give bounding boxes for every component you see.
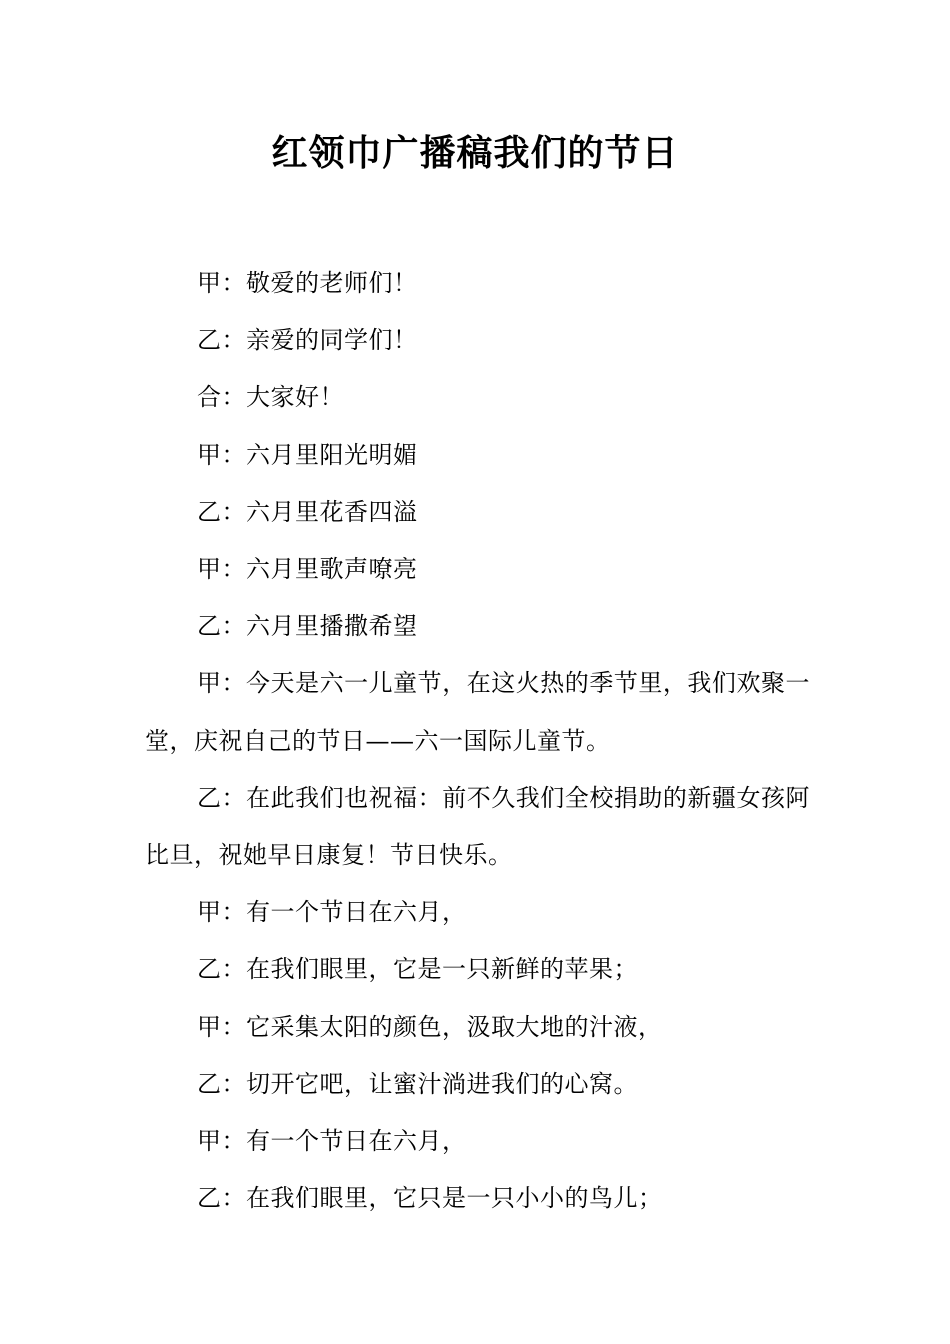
paragraph: 乙：在我们眼里，它只是一只小小的鸟儿； [197, 1184, 663, 1213]
paragraph: 乙：在此我们也祝福：前不久我们全校捐助的新疆女孩阿比旦，祝她早日康复！节日快乐。 [145, 783, 810, 870]
paragraph: 乙：六月里花香四溢 [197, 497, 418, 526]
paragraph: 乙：在我们眼里，它是一只新鲜的苹果； [197, 955, 638, 984]
paragraph: 乙：切开它吧，让蜜汁淌进我们的心窝。 [197, 1069, 638, 1098]
paragraph: 甲：六月里阳光明媚 [197, 440, 418, 469]
paragraph: 合：大家好！ [197, 383, 344, 412]
paragraph: 甲：敬爱的老师们！ [197, 269, 418, 297]
paragraph: 甲：有一个节日在六月， [197, 898, 467, 927]
paragraph: 甲：它采集太阳的颜色，汲取大地的汁液， [197, 1012, 663, 1041]
paragraph: 乙：六月里播撒希望 [197, 612, 418, 641]
paragraph: 甲：六月里歌声嘹亮 [197, 555, 418, 584]
paragraph: 乙：亲爱的同学们！ [197, 326, 418, 355]
paragraph: 甲：今天是六一儿童节，在这火热的季节里，我们欢聚一堂，庆祝自己的节日——六一国际儿童节。 [145, 669, 810, 755]
paragraph: 甲：有一个节日在六月， [197, 1127, 467, 1156]
document-title: 红领巾广播稿我们的节日 [271, 132, 679, 174]
document-body [145, 255, 810, 1227]
